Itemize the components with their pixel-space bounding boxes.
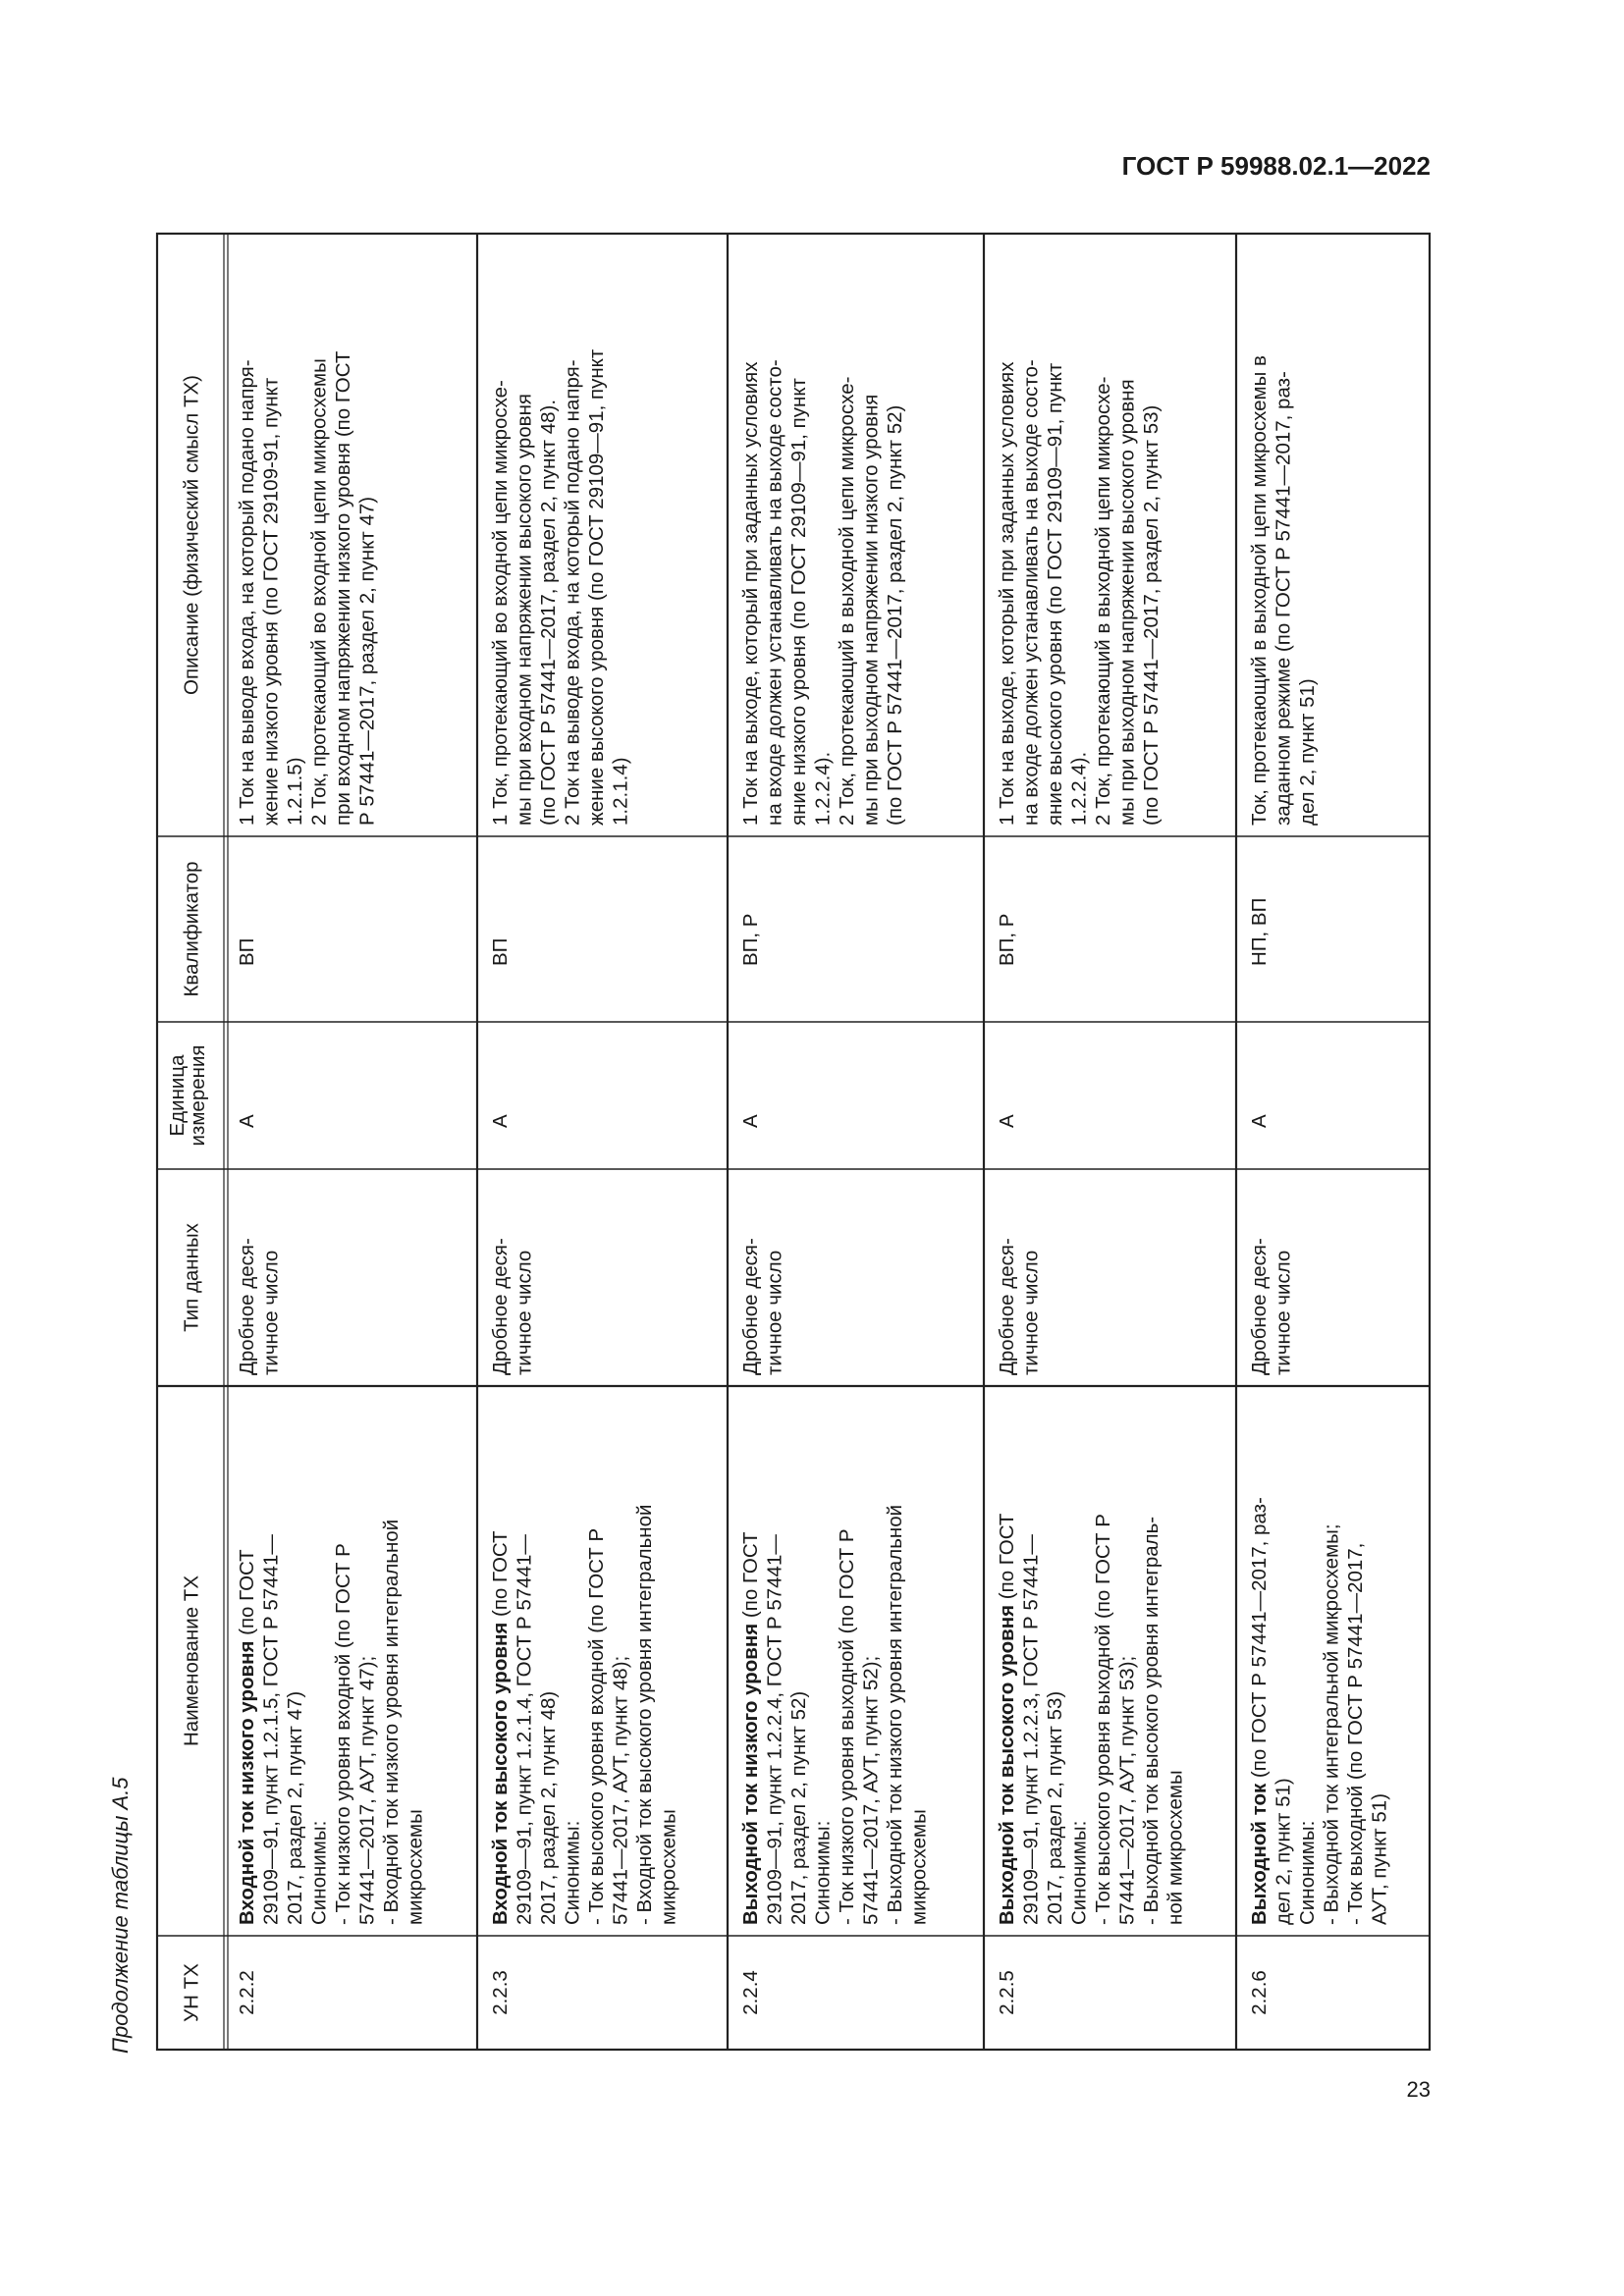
cell-description-line: 1 Ток на выходе, который при заданных условиях (739, 361, 762, 826)
cell-description-line: жение высокого уровня (по ГОСТ 29109—91, пункт (585, 348, 608, 826)
cell-name-line: микросхемы (907, 1809, 931, 1925)
header-description: Описание (физический смысл ТХ) (180, 375, 203, 695)
cell-description-line: (по ГОСТ Р 57441—2017, раздел 2, пункт 53) (1140, 404, 1163, 826)
cell-name-line: Синонимы: (1296, 1820, 1319, 1925)
cell-description-line: жение низкого уровня (по ГОСТ 29109-91, пункт (259, 377, 283, 826)
cell-name-line: - Ток низкого уровня выходной (по ГОСТ Р (836, 1528, 858, 1925)
cell-description-line: при входном напряжении низкого уровня (по ГОСТ (332, 350, 354, 826)
cell-description-line: (по ГОСТ Р 57441—2017, раздел 2, пункт 48). (537, 399, 560, 826)
cell-name-line: АУТ, пункт 51) (1368, 1792, 1391, 1925)
cell-name-line: - Ток высокого уровня выходной (по ГОСТ Р (1092, 1514, 1114, 1925)
cell-un-tx: 2.2.5 (996, 1970, 1018, 2015)
cell-qualifier: ВП, Р (739, 913, 762, 966)
cell-name-line: микросхемы (657, 1809, 680, 1925)
cell-name-line: - Входной ток низкого уровня интегральной (380, 1519, 403, 1925)
cell-name-line: 29109—91, пункт 1.2.2.3, ГОСТ Р 57441— (1019, 1534, 1043, 1925)
cell-qualifier: ВП (236, 937, 258, 966)
cell-description-line: яние низкого уровня (по ГОСТ 29109—91, пункт (787, 378, 810, 826)
cell-name-line: - Входной ток высокого уровня интегральной (633, 1504, 656, 1925)
standard-designation: ГОСТ Р 59988.02.1—2022 (1121, 151, 1431, 181)
cell-data-type-line: Дробное деся- (489, 1238, 512, 1375)
cell-data-type-line: Дробное деся- (996, 1238, 1018, 1375)
cell-qualifier: НП, ВП (1248, 897, 1271, 966)
cell-data-type-line: тичное число (1019, 1250, 1043, 1375)
cell-name-line: Выходной ток высокого уровня (по ГОСТ (996, 1513, 1018, 1925)
header-unit-line: измерения (186, 1044, 209, 1147)
cell-qualifier: ВП (489, 937, 512, 966)
cell-description-line: 2 Ток, протекающий в выходной цепи микросхе- (1092, 376, 1114, 826)
cell-name-line: - Выходной ток высокого уровня интеграль- (1140, 1516, 1163, 1925)
cell-name-line: - Ток высокого уровня входной (по ГОСТ Р (585, 1527, 608, 1925)
cell-name-line: 2017, раздел 2, пункт 52) (787, 1690, 810, 1925)
cell-name-line: 57441—2017, АУТ, пункт 47); (355, 1655, 379, 1925)
table-caption: Продолжение таблицы А.5 (108, 1777, 133, 2054)
cell-name-line: 2017, раздел 2, пункт 48) (537, 1690, 560, 1925)
cell-description-line: 1.2.2.4). (811, 751, 835, 826)
cell-description-line: (по ГОСТ Р 57441—2017, раздел 2, пункт 52) (884, 404, 906, 826)
cell-data-type-line: Дробное деся- (236, 1238, 258, 1375)
cell-data-type-line: тичное число (1272, 1250, 1295, 1375)
cell-description-line: 1 Ток на выходе, который при заданных условиях (996, 361, 1018, 826)
cell-unit: А (489, 1114, 512, 1128)
cell-description-line: мы при выходном напряжении высокого уровня (1115, 379, 1139, 826)
cell-data-type-line: Дробное деся- (739, 1238, 762, 1375)
cell-name-line: ной микросхемы (1164, 1770, 1187, 1925)
cell-name-line: 57441—2017, АУТ, пункт 48); (609, 1655, 632, 1925)
cell-qualifier: ВП, Р (996, 913, 1018, 966)
header-data-type: Тип данных (180, 1223, 203, 1332)
cell-description-line: Р 57441—2017, раздел 2, пункт 47) (355, 496, 379, 826)
cell-name-line: 2017, раздел 2, пункт 53) (1044, 1690, 1066, 1925)
cell-unit: А (996, 1114, 1018, 1128)
cell-data-type-line: тичное число (763, 1250, 786, 1375)
cell-name-line: 29109—91, пункт 1.2.1.4, ГОСТ Р 57441— (513, 1534, 536, 1925)
cell-description-line: 1.2.2.4). (1067, 751, 1091, 826)
cell-un-tx: 2.2.4 (739, 1970, 762, 2015)
cell-description-line: 1.2.1.4) (609, 757, 632, 826)
cell-name-line: Синонимы: (811, 1820, 835, 1925)
cell-data-type-line: Дробное деся- (1248, 1238, 1271, 1375)
cell-name-line: - Ток выходной (по ГОСТ Р 57441—2017, (1344, 1542, 1367, 1925)
cell-name-line: Синонимы: (307, 1820, 331, 1925)
cell-name-line: 57441—2017, АУТ, пункт 53); (1115, 1655, 1139, 1925)
cell-unit: А (236, 1114, 258, 1128)
cell-description-line: 2 Ток на выводе входа, на который подано напря- (561, 359, 584, 826)
cell-description-line: на входе должен устанавливать на выходе состо- (763, 359, 786, 826)
header-un-tx: УН ТХ (180, 1963, 203, 2022)
cell-name-line: Выходной ток (по ГОСТ Р 57441—2017, раз- (1248, 1497, 1271, 1925)
cell-data-type-line: тичное число (259, 1250, 283, 1375)
cell-description-line: 1 Ток на выводе входа, на который подано напря- (236, 359, 258, 826)
header-name-tx: Наименование ТХ (180, 1575, 203, 1746)
header-unit-line: Единица (165, 1054, 189, 1137)
cell-name-line: Выходной ток низкого уровня (по ГОСТ (739, 1531, 762, 1925)
cell-name-line: 2017, раздел 2, пункт 47) (284, 1690, 306, 1925)
cell-un-tx: 2.2.6 (1248, 1970, 1271, 2015)
cell-description-line: 2 Ток, протекающий во входной цепи микросхемы (307, 358, 331, 826)
cell-description-line: 1.2.1.5) (284, 757, 306, 826)
cell-data-type-line: тичное число (513, 1250, 536, 1375)
cell-description-line: 1 Ток, протекающий во входной цепи микросхе- (489, 380, 512, 826)
cell-description-line: яние высокого уровня (по ГОСТ 29109—91, пункт (1044, 362, 1066, 826)
cell-description-line: мы при входном напряжении высокого уровня (513, 394, 536, 826)
cell-description-line: дел 2, пункт 51) (1296, 678, 1319, 826)
header-qualifier: Квалификатор (180, 861, 203, 997)
cell-name-line: Синонимы: (1067, 1820, 1091, 1925)
cell-description-line: мы при выходном напряжении низкого уровня (859, 394, 883, 826)
cell-description-line: заданном режиме (по ГОСТ Р 57441—2017, раз- (1272, 371, 1295, 826)
cell-name-line: Входной ток высокого уровня (по ГОСТ (489, 1530, 512, 1925)
cell-description-line: на входе должен устанавливать на выходе состо- (1019, 359, 1043, 826)
cell-description-line: Ток, протекающий в выходной цепи микросхемы в (1248, 355, 1271, 826)
cell-name-line: дел 2, пункт 51) (1272, 1778, 1295, 1925)
cell-un-tx: 2.2.2 (236, 1970, 258, 2015)
cell-un-tx: 2.2.3 (489, 1970, 512, 2015)
cell-name-line: Синонимы: (561, 1820, 584, 1925)
cell-name-line: - Выходной ток интегральной микросхемы; (1320, 1523, 1343, 1925)
cell-name-line: - Выходной ток низкого уровня интегральной (884, 1504, 906, 1925)
cell-name-line: Входной ток низкого уровня (по ГОСТ (236, 1549, 258, 1925)
page-number: 23 (1406, 2077, 1431, 2102)
cell-name-line: 29109—91, пункт 1.2.2.4, ГОСТ Р 57441— (763, 1534, 786, 1925)
cell-name-line: - Ток низкого уровня входной (по ГОСТ Р (332, 1543, 354, 1925)
cell-unit: А (1248, 1114, 1271, 1128)
cell-name-line: микросхемы (404, 1809, 427, 1925)
cell-name-line: 57441—2017, АУТ, пункт 52); (859, 1655, 883, 1925)
cell-name-line: 29109—91, пункт 1.2.1.5, ГОСТ Р 57441— (259, 1534, 283, 1925)
cell-description-line: 2 Ток, протекающий в выходной цепи микросхе- (836, 376, 858, 826)
cell-unit: А (739, 1114, 762, 1128)
